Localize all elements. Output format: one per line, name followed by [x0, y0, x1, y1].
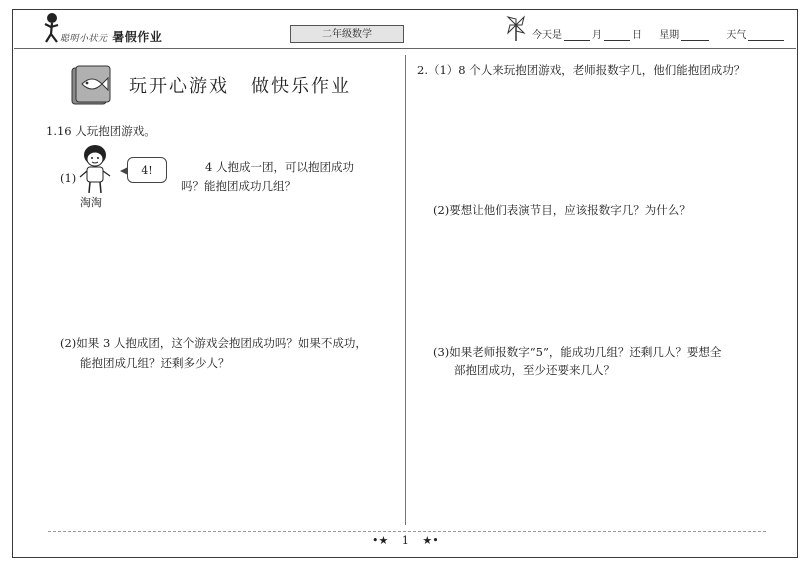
- year-blank[interactable]: [564, 30, 590, 41]
- kid-name: 淘淘: [80, 196, 102, 209]
- pinwheel-icon: [503, 14, 529, 42]
- question-2-3-line-2: 部抱团成功，至少还要来几人？: [454, 363, 615, 377]
- brand-subtitle: 聪明小状元: [60, 34, 108, 44]
- question-2-3-line-1: (3)如果老师报数字“5”，能成功几组？还剩几人？要想全: [433, 345, 722, 359]
- weekday-label: 星期: [659, 30, 680, 41]
- page-number: 1: [401, 534, 409, 547]
- weather-blank[interactable]: [748, 30, 784, 41]
- kid-taotao-icon: [75, 143, 115, 195]
- page-footer: [372, 534, 439, 547]
- footer-stars-right: ★•: [422, 534, 439, 547]
- footer-stars-left: •★: [372, 534, 389, 547]
- banner-part-2: 做快乐作业: [251, 76, 351, 97]
- day-label: 日: [632, 30, 642, 41]
- banner-part-1: 玩开心游戏: [129, 76, 229, 97]
- book-fish-icon: [68, 62, 114, 108]
- weekday-blank[interactable]: [681, 30, 709, 41]
- banner-slogan: [129, 72, 351, 98]
- weather-label: 天气: [726, 30, 747, 41]
- footer-divider: [48, 531, 766, 532]
- date-weather-line: [532, 26, 786, 41]
- question-1-1-line-2: 吗？能抱团成功几组？: [181, 179, 296, 193]
- question-1-title: 1.16 人玩抱团游戏。: [46, 124, 156, 138]
- grade-label: 二年级数学: [290, 25, 404, 43]
- question-1-2-line-1: (2)如果 3 人抱成团，这个游戏会抱团成功吗？如果不成功，: [60, 336, 367, 350]
- date-today-label: 今天是: [532, 30, 562, 41]
- header-divider: [14, 48, 796, 49]
- question-2-2: (2)要想让他们表演节目，应该报数字几？为什么？: [433, 203, 691, 217]
- question-2-1: 2.（1）8 个人来玩抱团游戏，老师报数字几，他们能抱团成功？: [417, 63, 746, 77]
- speech-bubble: 4!: [127, 157, 167, 183]
- question-1-1-line-1: 4 人抱成一团，可以抱团成功: [205, 160, 354, 174]
- question-1-1-number: (1): [60, 171, 77, 185]
- question-1-2-line-2: 能抱团成几组？还剩多少人？: [80, 356, 230, 370]
- brand-title: [60, 28, 162, 45]
- day-blank[interactable]: [604, 30, 630, 41]
- brand-main: 暑假作业: [112, 30, 163, 44]
- month-label: 月: [592, 30, 602, 41]
- column-divider: [405, 55, 406, 525]
